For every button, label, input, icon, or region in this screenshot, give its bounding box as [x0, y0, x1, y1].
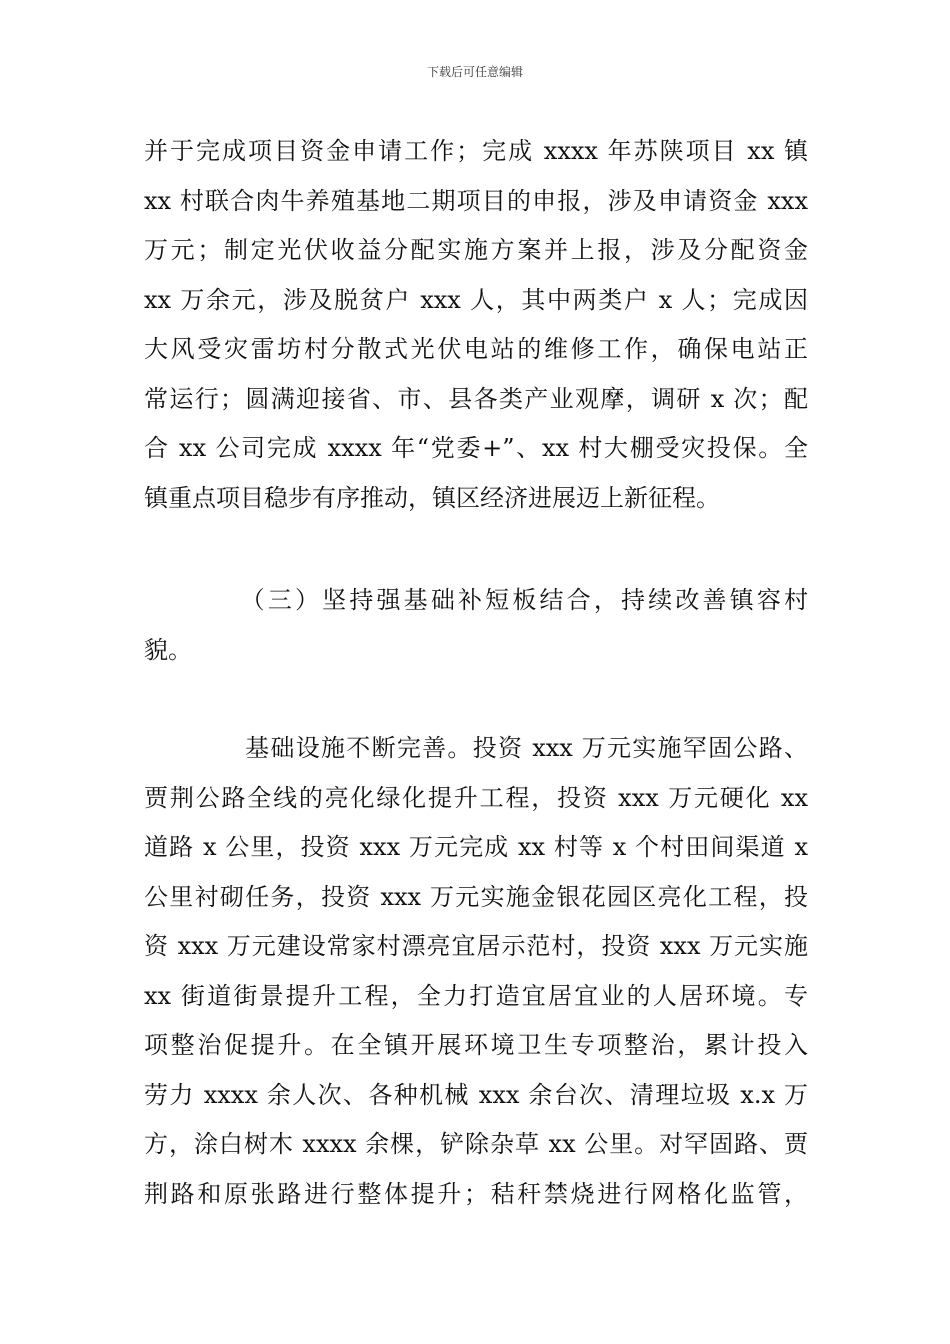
text-line: 大风受灾雷坊村分散式光伏电站的维修工作，确保电站正 [144, 335, 808, 363]
text-line: 荆路和原张路进行整体提升；秸秆禁烧进行网格化监管， [144, 1179, 808, 1208]
text-line: 项整治促提升。在全镇开展环境卫生专项整治，累计投入 [144, 1031, 808, 1059]
paragraph-infrastructure [144, 724, 808, 1219]
text-line: 万元；制定光伏收益分配实施方案并上报，涉及分配资金 [144, 236, 808, 264]
text-line: 道路 x 公里，投资 xxx 万元完成 xx 村等 x 个村田间渠道 x [144, 833, 808, 861]
text-line: 贾荆公路全线的亮化绿化提升工程，投资 xxx 万元硬化 xx [144, 783, 808, 812]
text-line: 合 xx 公司完成 xxxx 年“党委+”、xx 村大棚受灾投保。全 [144, 434, 808, 462]
text-line: 方，涂白树木 xxxx 余棵，铲除杂草 xx 公里。对罕固路、贾 [144, 1130, 808, 1158]
text-line: 基础设施不断完善。投资 xxx 万元实施罕固公路、 [144, 734, 808, 762]
text-line: 劳力 xxxx 余人次、各种机械 xxx 余台次、清理垃圾 x.x 万 [144, 1080, 808, 1109]
text-line: 常运行；圆满迎接省、市、县各类产业观摩，调研 x 次；配 [144, 384, 808, 413]
text-line: （三）坚持强基础补短板结合，持续改善镇容村 [144, 586, 808, 614]
paragraph-project-work [144, 127, 808, 523]
text-line: xx 村联合肉牛养殖基地二期项目的申报，涉及申请资金 xxx [144, 186, 808, 215]
text-line: 公里衬砌任务，投资 xxx 万元实施金银花园区亮化工程，投 [144, 882, 808, 911]
page-header-note: 下载后可任意编辑 [426, 65, 523, 79]
text-line: 镇重点项目稳步有序推动，镇区经济进展迈上新征程。 [144, 483, 720, 512]
text-line: 资 xxx 万元建设常家村漂亮宜居示范村，投资 xxx 万元实施 [144, 932, 808, 960]
section-heading-three [144, 576, 808, 675]
text-line: xx 万余元，涉及脱贫户 xxx 人，其中两类户 x 人；完成因 [144, 285, 808, 314]
text-line: 并于完成项目资金申请工作；完成 xxxx 年苏陕项目 xx 镇 [144, 137, 808, 165]
text-line: xx 街道街景提升工程，全力打造宜居宜业的人居环境。专 [144, 981, 808, 1010]
text-line: 貌。 [144, 635, 192, 664]
